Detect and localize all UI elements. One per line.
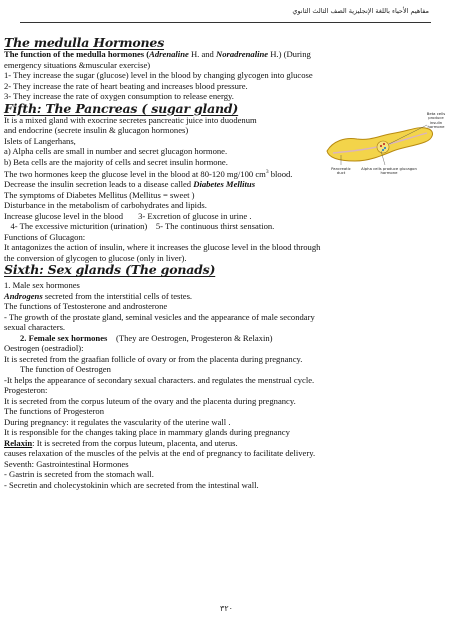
pancreas-line-3: Islets of Langerhans, (4, 135, 76, 146)
cm-superscript: 3 (265, 169, 269, 175)
adrenaline-term: Adrenaline (149, 49, 189, 59)
pancreas-line-5: b) Beta cells are the majority of cells and secret insulin hormone. (4, 156, 228, 167)
medulla-intro-suffix: H.) (During (268, 49, 311, 59)
testosterone-line-2: sexual characters. (4, 322, 66, 333)
testosterone-line-1: - The growth of the prostate gland, seminal vesicles and the appearance of male secondary (4, 311, 315, 322)
medulla-item-3: 3- They increase the rate of oxygen consumption to release energy. (4, 91, 234, 101)
relaxin-term: Relaxin (4, 437, 33, 448)
androgens-line (4, 291, 432, 302)
pancreas-heading: Fifth: The Pancreas ( sugar gland) (4, 100, 239, 116)
pancreas-line-13: It antagonizes the action of insulin, where it increases the glucose level in the blood through (4, 242, 321, 253)
pancreas-line-14: the conversion of glycogen to glucose (only in liver). (4, 252, 187, 263)
glucose-range-text: The two hormones keep the glucose level in the blood at 80-120 mg/100 cm (4, 168, 266, 179)
medulla-intro-prefix: The function of the medulla hormones ( (4, 49, 150, 59)
secretin-line: - Secretin and cholecystokinin which are secreted from the intestinal wall. (4, 479, 259, 490)
female-hormones-list: (They are Oestrogen, Progesteron & Relaxin) (107, 332, 273, 343)
pancreas-line-8: The symptoms of Diabetes Mellitus (Mellitus = sweet ) (4, 189, 195, 200)
oestrogen-function: -It helps the appearance of secondary sexual characters. and regulates the menstrual cycle. (4, 374, 315, 385)
oestrogen-source: It is secreted from the graafian follicle of ovary or from the placenta during pregnancy. (4, 353, 303, 364)
pancreas-line-4: a) Alpha cells are small in number and secret glucagon hormone. (4, 146, 228, 156)
pancreas-line-12: Functions of Glucagon: (4, 231, 86, 242)
relaxin-function: causes relaxation of the muscles of the pelvis at the end of pregnancy to facilitate delivery. (4, 448, 316, 459)
page-number: ٣٢٠ (220, 604, 233, 613)
glucose-range-suffix: blood. (268, 168, 293, 179)
pancreas-line-9: Disturbance in the metabolism of carbohydrates and lipids. (4, 200, 207, 211)
beta-cell (382, 149, 384, 151)
beta-cells-label: Beta cells produce insulin hormone (426, 111, 446, 130)
progesteron-function-2: It is responsible for the changes taking place in mammary glands during pregnancy (4, 427, 290, 438)
insulin-decrease-text: Decrease the insulin secretion leads to a disease called (4, 179, 194, 190)
pancreas-line-11: 4- The excessive micturition (urination) 5- The continuous thirst sensation. (4, 221, 275, 232)
progesteron-title: Progesteron: (4, 385, 48, 396)
oestrogen-function-title: The function of Oestrogen (20, 364, 111, 375)
medulla-item-2: 2- They increase the rate of heart beating and increases blood pressure. (4, 80, 248, 91)
seventh-heading: Seventh: Gastrointestinal Hormones (4, 458, 129, 469)
relaxin-rest: : It is secreted from the corpus luteum, placenta, and uterus. (32, 437, 238, 448)
pancreas-line-10: Increase glucose level in the blood 3- Excretion of glucose in urine . (4, 210, 252, 221)
sex-glands-heading: Sixth: Sex glands (The gonads) (4, 262, 216, 278)
pancreas-line-1: It is a mixed gland with exocrine secretes pancreatic juice into duodenum (4, 114, 257, 125)
progesteron-function-title: The functions of Progesteron (4, 406, 104, 417)
page-header: مفاهيم الأحياء باللغة الإنجليزية الصف الثالث الثانوي (292, 7, 429, 15)
noradrenaline-term: Noradrenaline (216, 49, 269, 59)
medulla-intro (4, 49, 432, 60)
female-hormones-line (4, 333, 432, 344)
alpha-cell (383, 143, 385, 145)
alpha-cells-label: Alpha cells produce glucagon hormone (361, 166, 417, 176)
progesteron-source: It is secreted from the corpus luteum of the ovary and the placenta during pregnancy. (4, 395, 296, 406)
islet-cluster (377, 141, 389, 153)
medulla-heading: The medulla Hormones (4, 35, 165, 50)
pancreas-figure (323, 111, 449, 181)
gastrin-line: - Gastrin is secreted from the stomach wall. (4, 469, 154, 480)
oestrogen-title: Oestrogen (oestradiol): (4, 343, 84, 354)
diabetes-term: Diabetes Mellitus (193, 179, 256, 190)
relaxin-line (4, 438, 432, 449)
pancreatic-duct-label: Pancreatic duct (331, 166, 351, 176)
androgens-term: Androgens (4, 290, 43, 301)
medulla-intro-line2: emergency situations &muscular exercise) (4, 59, 151, 70)
alpha-cell (380, 145, 382, 147)
male-hormones-title: 1. Male sex hormones (4, 280, 80, 291)
beta-cell (384, 147, 386, 149)
progesteron-function-1: During pregnancy: it regulates the vascularity of the uterine wall . (4, 416, 231, 427)
medulla-intro-mid: H. and (188, 49, 217, 59)
androgens-rest: secreted from the interstitial cells of testes. (42, 290, 193, 301)
testosterone-title: The functions of Testosterone and androsterone (4, 301, 168, 312)
female-hormones-title: 2. Female sex hormones (20, 332, 108, 343)
medulla-item-1: 1- They increase the sugar (glucose) level in the blood by changing glycogen into glucose (4, 70, 313, 80)
pancreas-line-2: and endocrine (secrete insulin & glucagon hormones) (4, 125, 189, 135)
header-divider (20, 22, 431, 23)
page-content (4, 36, 432, 490)
